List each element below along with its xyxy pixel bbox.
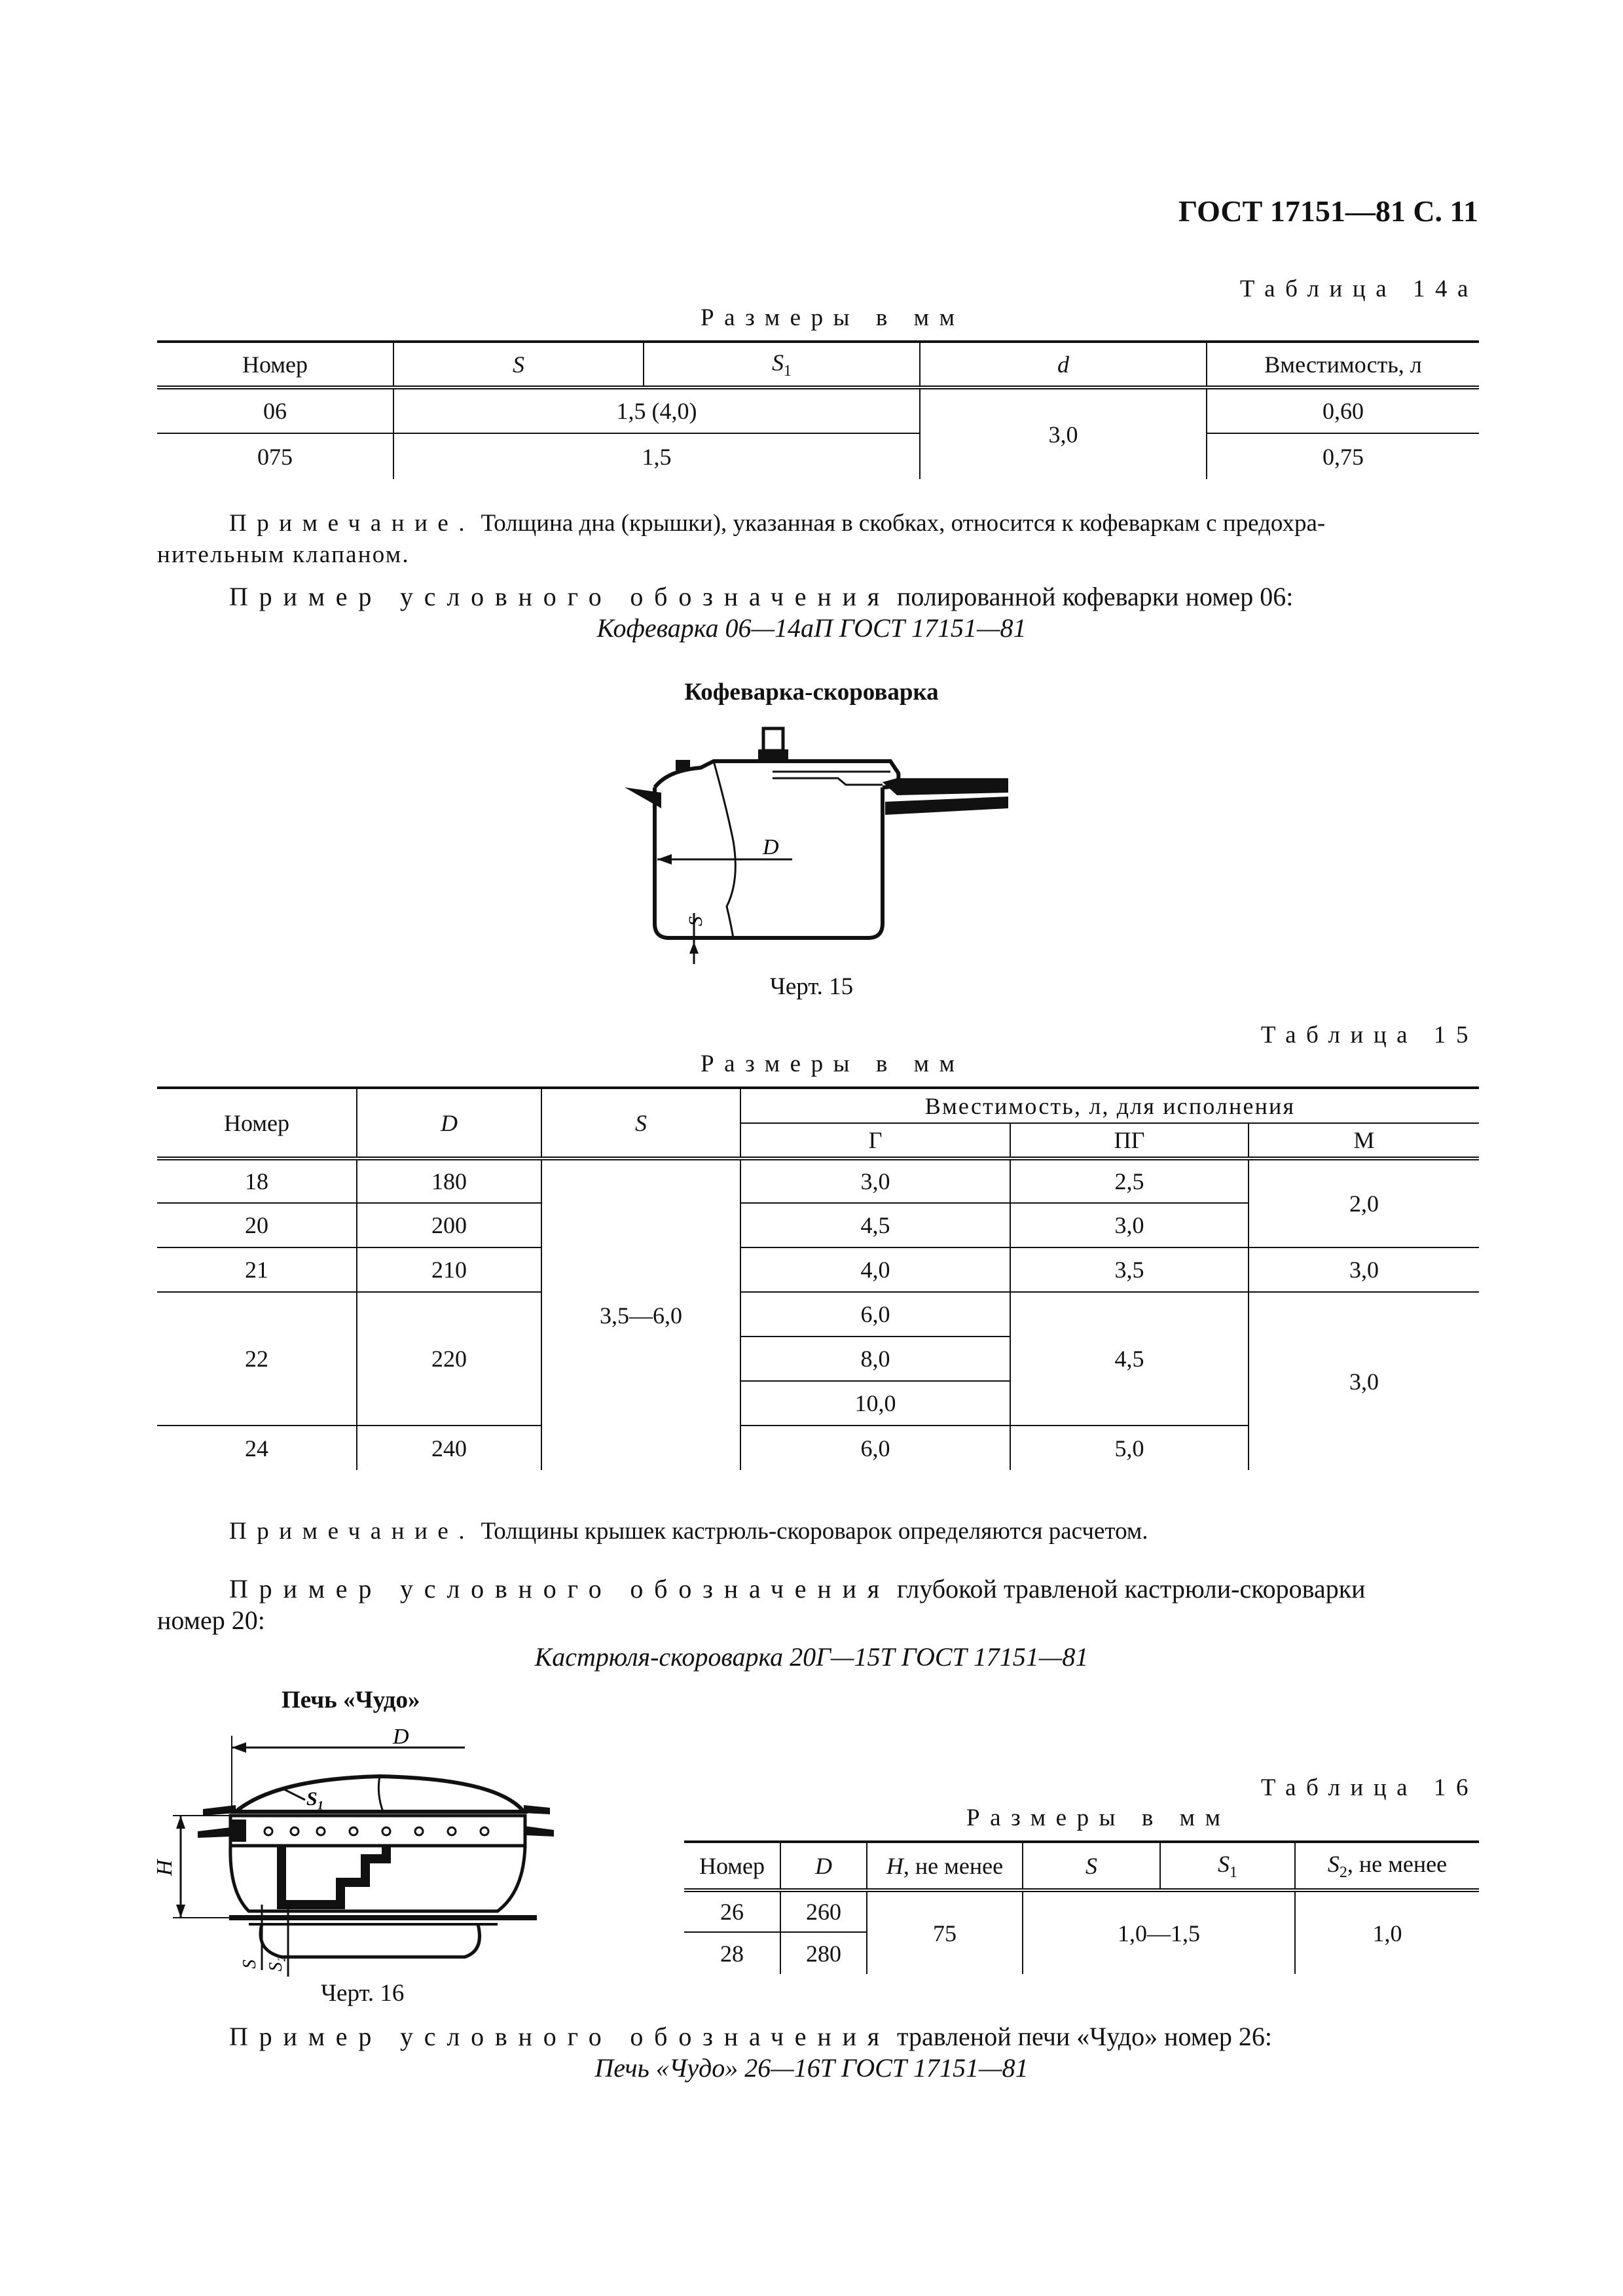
figure16-caption: Черт. 16 xyxy=(321,1980,405,2007)
table-cell: 2,5 xyxy=(1010,1158,1249,1203)
table-cell: 3,0 xyxy=(920,387,1207,479)
table-cell: 75 xyxy=(867,1890,1023,1974)
table-cell: 075 xyxy=(157,433,393,479)
coffee-maker-drawing xyxy=(615,710,1034,965)
th-capacity: Вместимость, л, для исполнения xyxy=(740,1088,1479,1123)
table-cell: 3,5—6,0 xyxy=(541,1158,740,1470)
designation-15: Кастрюля-скороварка 20Г—15Т ГОСТ 17151—81 xyxy=(534,1642,1089,1672)
table-cell: 0,75 xyxy=(1322,443,1364,470)
table-cell: 28 xyxy=(684,1932,780,1974)
th-s: S xyxy=(541,1088,740,1158)
table-cell: 1,5 xyxy=(393,433,920,479)
label-s1: S₁ xyxy=(306,1788,325,1810)
table-cell: 4,5 xyxy=(740,1203,1010,1247)
th-h: H, не менее xyxy=(867,1842,1023,1890)
th-number: Номер xyxy=(684,1842,780,1890)
table-16 xyxy=(684,1840,1479,1974)
table-cell: 200 xyxy=(357,1203,541,1247)
table-cell: 3,5 xyxy=(1010,1247,1249,1292)
designation-14a: Кофеварка 06—14аП ГОСТ 17151—81 xyxy=(596,613,1027,643)
table-cell: 4,5 xyxy=(1010,1292,1249,1426)
th-m: М xyxy=(1249,1123,1479,1158)
th-s: S xyxy=(1023,1842,1160,1890)
th-d: D xyxy=(357,1088,541,1158)
th-capacity: Вместимость, л xyxy=(1207,342,1479,387)
page-header: ГОСТ 17151—81 С. 11 xyxy=(1178,194,1478,228)
table-cell: 4,0 xyxy=(740,1247,1010,1292)
table14a-label: Таблица 14а xyxy=(1239,276,1478,302)
th-d: D xyxy=(780,1842,867,1890)
table16-label: Таблица 16 xyxy=(1260,1774,1478,1801)
th-s1: $S_1$ xyxy=(644,342,920,387)
th-s2: $S_2$, не менее xyxy=(1295,1842,1479,1890)
figure15-caption: Черт. 15 xyxy=(769,973,854,1000)
table-cell: 210 xyxy=(357,1247,541,1292)
designation-16: Печь «Чудо» 26—16Т ГОСТ 17151—81 xyxy=(594,2053,1029,2083)
table-cell: 26 xyxy=(684,1890,780,1932)
table-cell: 3,0 xyxy=(1349,1368,1379,1395)
table-cell: 10,0 xyxy=(740,1381,1010,1426)
table15-label: Таблица 15 xyxy=(1260,1022,1478,1049)
table-cell: 280 xyxy=(780,1932,867,1974)
table-cell: 180 xyxy=(357,1158,541,1203)
table-cell: 3,0 xyxy=(1249,1247,1479,1292)
oven-drawing xyxy=(153,1725,563,2003)
table16-units: Размеры в мм xyxy=(966,1804,1231,1831)
label-d: D xyxy=(393,1725,409,1749)
table15-units: Размеры в мм xyxy=(701,1050,965,1077)
table14a-note-line2: нительным клапаном. xyxy=(157,541,410,568)
table-cell: 5,0 xyxy=(1010,1426,1249,1470)
label-s: S xyxy=(240,1960,260,1969)
example-16: Пример условного обозначения травленой печи «Чудо» номер 26: xyxy=(229,2022,1272,2051)
table-cell: 8,0 xyxy=(740,1336,1010,1381)
table-cell: 1,0—1,5 xyxy=(1023,1890,1295,1974)
table-cell: 2,0 xyxy=(1249,1158,1479,1247)
table-cell: 06 xyxy=(157,387,393,433)
table-cell: 20 xyxy=(157,1203,357,1247)
table-cell: 3,0 xyxy=(740,1158,1010,1203)
example-15: Пример условного обозначения глубокой травленой кастрюли-скороварки xyxy=(229,1574,1366,1604)
table-cell: 24 xyxy=(157,1426,357,1470)
th-number: Номер xyxy=(157,342,393,387)
figure15-title: Кофеварка-скороварка xyxy=(684,679,939,706)
table-15 xyxy=(157,1086,1479,1470)
table-cell: 0,60 xyxy=(1207,387,1479,433)
table-cell: 21 xyxy=(157,1247,357,1292)
label-s: S xyxy=(685,916,706,926)
table-cell: 220 xyxy=(357,1292,541,1426)
label-d: D xyxy=(763,835,779,859)
th-g: Г xyxy=(740,1123,1010,1158)
th-s: S xyxy=(393,342,644,387)
table-cell: 6,0 xyxy=(740,1292,1010,1336)
label-h: H xyxy=(153,1859,177,1876)
example-15-line2: номер 20: xyxy=(157,1605,265,1635)
th-pg: ПГ xyxy=(1010,1123,1249,1158)
table-14a xyxy=(157,340,1479,479)
table-cell: 260 xyxy=(780,1890,867,1932)
table-cell: 18 xyxy=(157,1158,357,1203)
table15-note: Примечание. Толщины крышек кастрюль-скороварок определяются расчетом. xyxy=(229,1518,1148,1545)
label-s2: S₂ xyxy=(266,1956,286,1971)
table14a-units: Размеры в мм xyxy=(701,304,965,331)
th-number: Номер xyxy=(157,1088,357,1158)
th-s1: $S_1$ xyxy=(1160,1842,1295,1890)
table-cell: 1,0 xyxy=(1372,1920,1402,1946)
table-cell: 6,0 xyxy=(740,1426,1010,1470)
figure16-title: Печь «Чудо» xyxy=(282,1687,420,1713)
example-14a: Пример условного обозначения полированной кофеварки номер 06: xyxy=(229,582,1294,611)
table-cell: 3,0 xyxy=(1010,1203,1249,1247)
table-cell: 240 xyxy=(357,1426,541,1470)
table14a-note: Примечание. Толщина дна (крышки), указанная в скобках, относится к кофеваркам с предохра- xyxy=(229,510,1326,537)
table-cell: 1,5 (4,0) xyxy=(393,387,920,433)
table-cell: 22 xyxy=(157,1292,357,1426)
th-d: d xyxy=(920,342,1207,387)
